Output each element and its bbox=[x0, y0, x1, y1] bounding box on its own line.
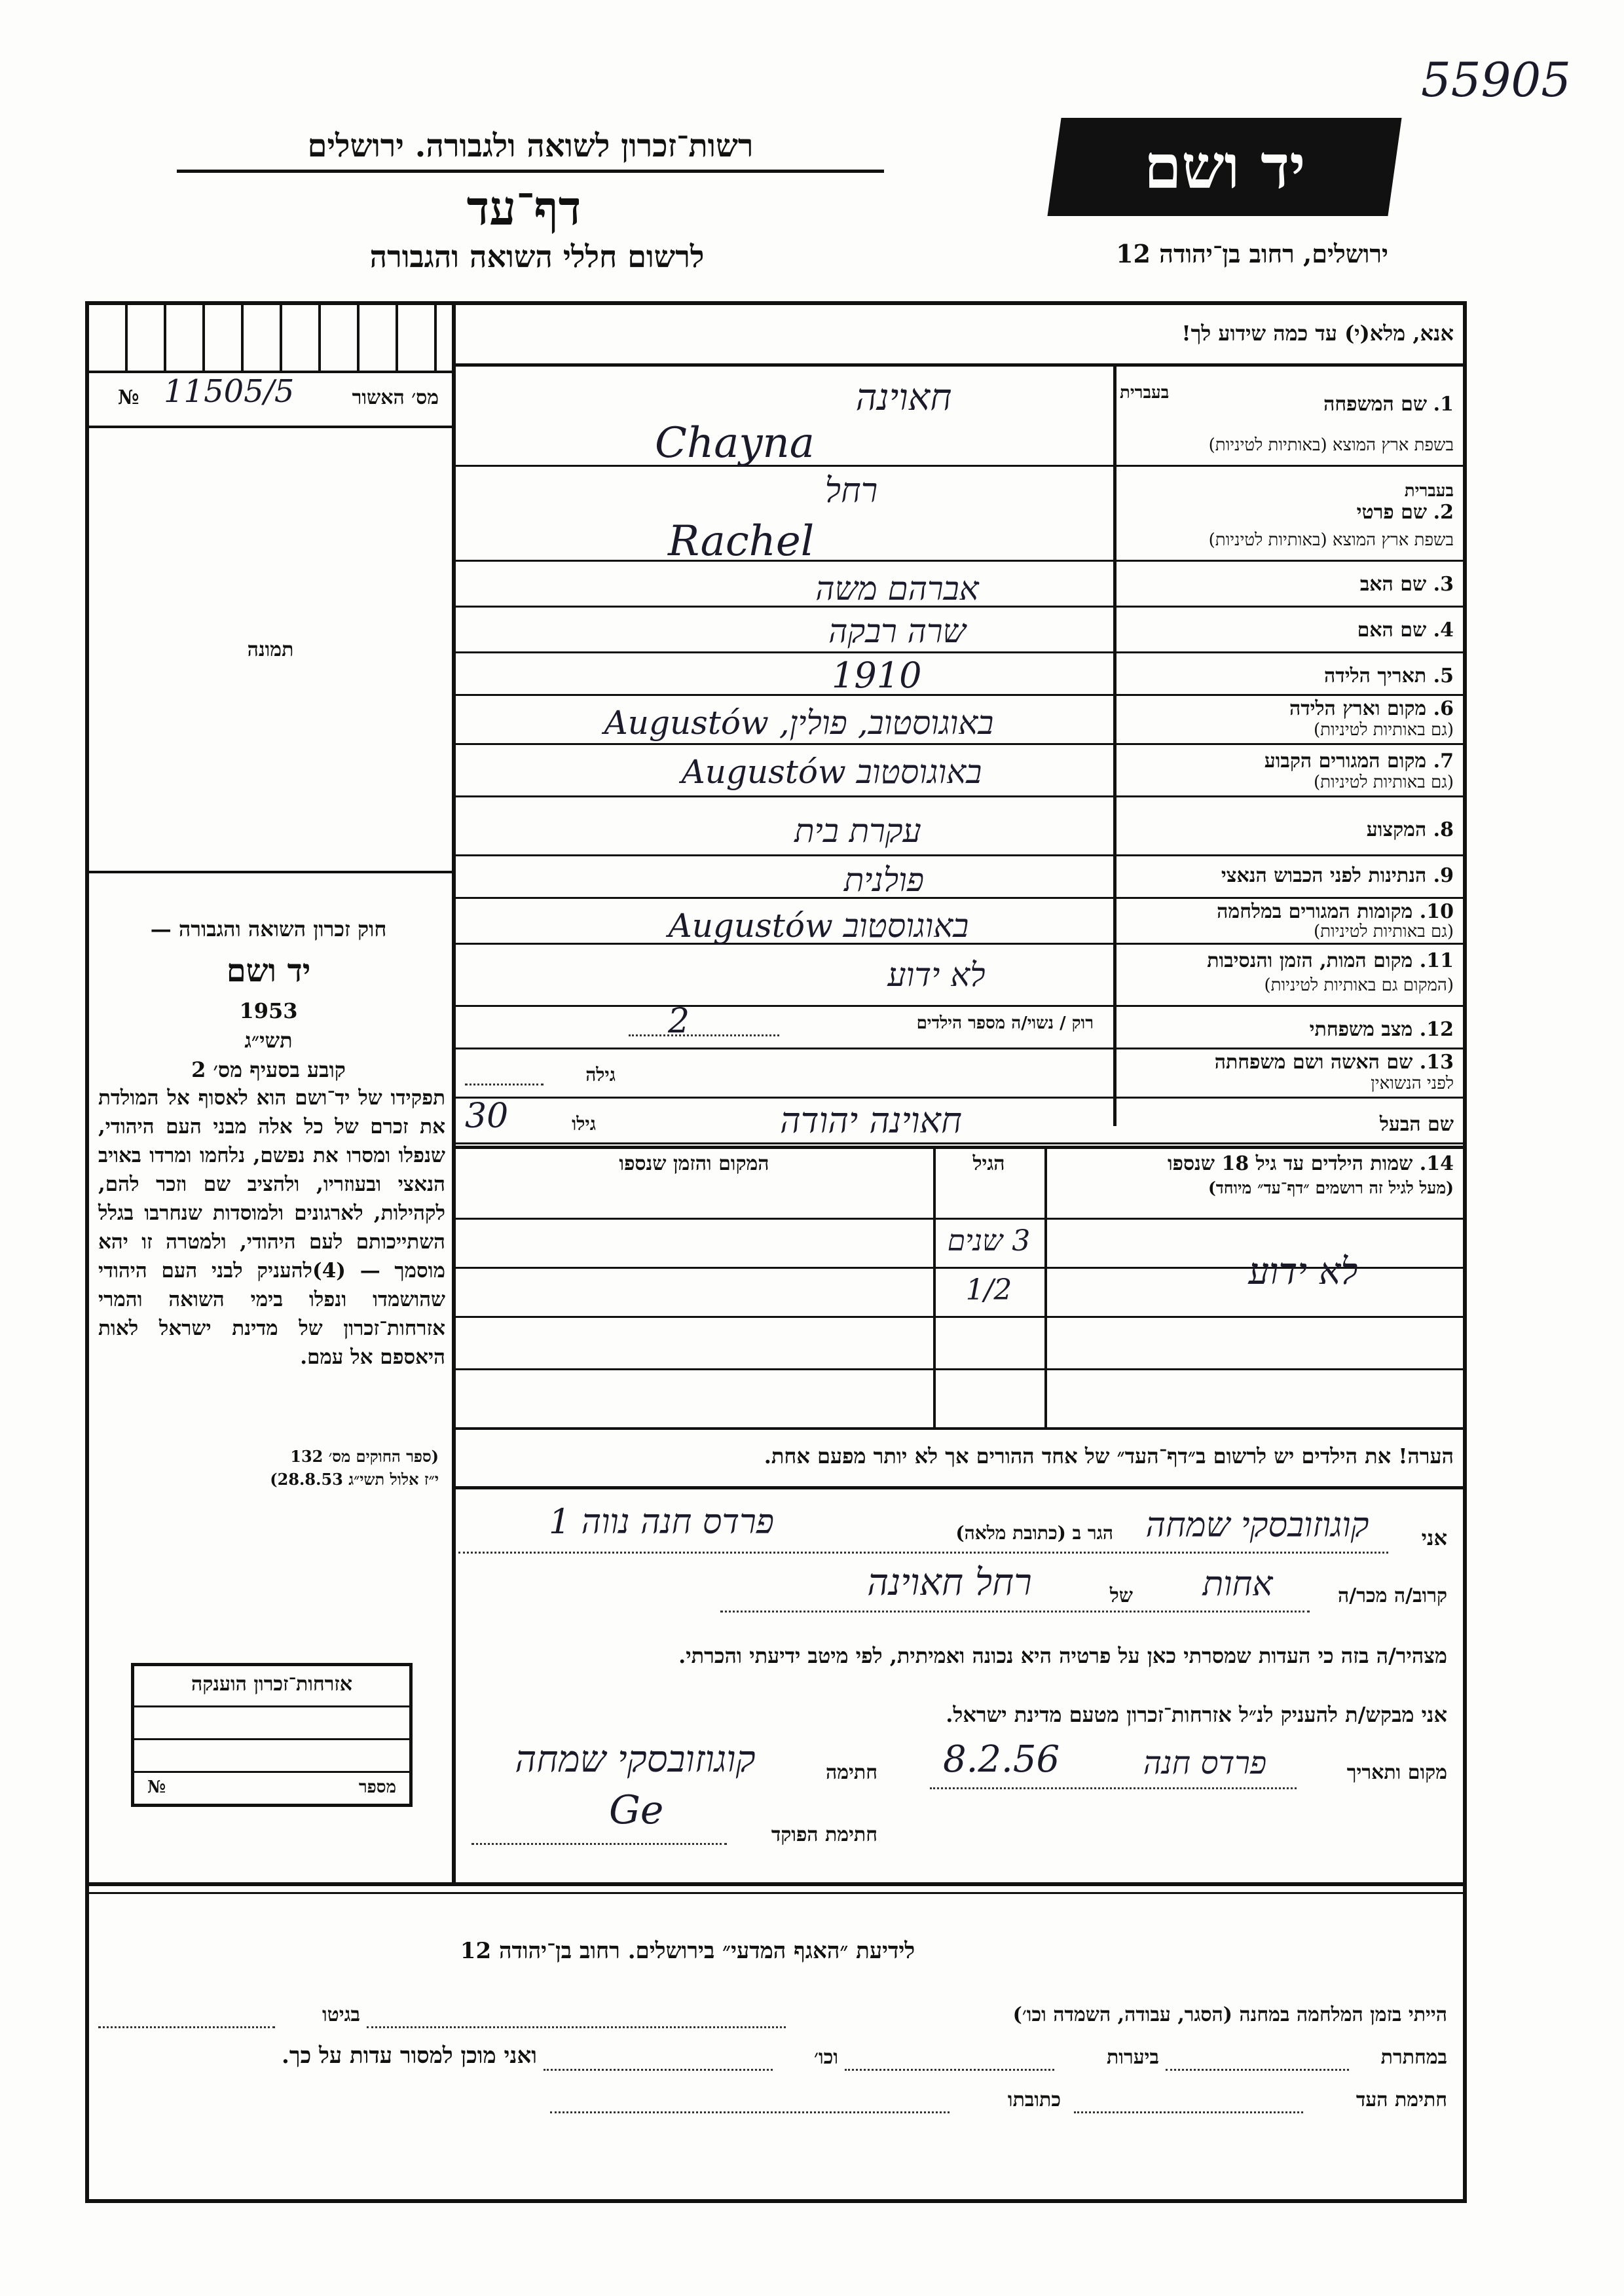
field-11-label: 11. מקום המות, הזמן והנסיבות bbox=[1207, 949, 1454, 972]
field-6-label: 6. מקום וארץ הלידה bbox=[1289, 697, 1454, 720]
field-1-label: 1. שם המשפחה bbox=[1323, 393, 1454, 416]
law-title: חוק זכרון השואה והגבורה — bbox=[150, 917, 387, 941]
honor-box-symbol: № bbox=[147, 1777, 166, 1797]
place-date-label: מקום ותאריך bbox=[1346, 1761, 1447, 1784]
bottom-line2-c: וכו׳ bbox=[814, 2046, 838, 2069]
registration-underline bbox=[89, 426, 452, 428]
marital-options: רוק / נשוי/ה מספר הילדים bbox=[916, 1013, 1094, 1033]
registration-value: 11505/5 bbox=[164, 373, 295, 410]
father-name: אברהם משה bbox=[815, 570, 979, 608]
field-11-sub: (המקום גם באותיות לטיניות) bbox=[1264, 975, 1454, 995]
intro-underline bbox=[456, 363, 1463, 367]
field-9-label: 9. הנתינות לפני הכבוש הנאצי bbox=[1221, 864, 1454, 887]
children-col-div-1 bbox=[933, 1149, 936, 1427]
form-subtitle: לרשום חללי השואה והגבורה bbox=[369, 239, 705, 274]
form-title: דף־עד bbox=[466, 180, 581, 236]
authority-title: רשות־זכרון לשואה ולגבורה. ירושלים bbox=[177, 128, 884, 173]
left-column-divider bbox=[452, 301, 456, 1882]
husband-name: חאוינה יהודה bbox=[780, 1100, 962, 1141]
husband-age: 30 bbox=[465, 1097, 509, 1136]
field-8-label: 8. המקצוע bbox=[1366, 818, 1454, 841]
law-hebrew-year: תשי״ג bbox=[244, 1028, 293, 1053]
row-sep bbox=[456, 1048, 1463, 1049]
bottom-line2-a: במחתרת bbox=[1380, 2046, 1447, 2069]
decl-request: אני מבקש/ת להעניק לנ״ל אזרחות־זכרון מטעם מדינת ישראל. bbox=[946, 1702, 1447, 1727]
decl-line-2 bbox=[720, 1611, 1310, 1613]
intro-text: אנא, מלא(י) עד כמה שידוע לך! bbox=[1181, 321, 1454, 346]
firstname-hebrew: רחל bbox=[824, 471, 878, 511]
logo-text: יד ושם bbox=[1143, 132, 1306, 202]
field-2-label: 2. שם פרטי bbox=[1356, 501, 1454, 524]
bottom-line2-dots-1 bbox=[1166, 2069, 1349, 2071]
row-sep bbox=[456, 465, 1463, 467]
decl-resides: הגר ב (כתובת מלאה) bbox=[955, 1522, 1113, 1544]
officer-signature: Ge bbox=[609, 1787, 664, 1833]
birth-place: באוגוסטוב, פולין, Augustów bbox=[604, 704, 994, 742]
child-age-2: 1/2 bbox=[965, 1273, 1012, 1307]
firstname-latin: Rachel bbox=[668, 517, 815, 566]
registration-label: מס׳ האשור bbox=[352, 386, 439, 409]
row-sep bbox=[456, 795, 1463, 797]
children-table-bottom bbox=[456, 1427, 1463, 1430]
remark-text: הערה! את הילדים יש לרשום ב״דף־העד״ של אחד ההורים אך לא יותר מפעם אחת. bbox=[764, 1444, 1454, 1468]
children-names: לא ידוע bbox=[1248, 1250, 1358, 1293]
children-table-top bbox=[456, 1146, 1463, 1149]
bottom-sep bbox=[89, 1882, 1463, 1886]
row-sep bbox=[456, 854, 1463, 856]
bottom-sep-2 bbox=[89, 1892, 1463, 1894]
bottom-line1-dots-2 bbox=[98, 2026, 275, 2028]
surname-hebrew: חאוינה bbox=[855, 376, 952, 419]
row-sep bbox=[456, 694, 1463, 696]
children-header-sep bbox=[456, 1218, 1463, 1220]
residence: באוגוסטוב Augustów bbox=[681, 753, 982, 791]
relation-label: קרוב/ה מכר/ה bbox=[1338, 1584, 1447, 1607]
declarant-name: קוגוזובסקי שמחה bbox=[1145, 1506, 1369, 1545]
law-footnote-1: (ספר החוקים מס׳ 132 bbox=[290, 1447, 439, 1466]
honor-box-title: אזרחות־זכרון הוענקה bbox=[191, 1673, 353, 1696]
honor-box-sep bbox=[134, 1738, 409, 1740]
bottom-line2-dots-2 bbox=[845, 2069, 1054, 2071]
row-sep bbox=[456, 560, 1463, 562]
children-note: (מעל לגיל זה רושמים ״דף־עד״ מיוחד) bbox=[1208, 1178, 1454, 1197]
children-col-div-2 bbox=[1044, 1149, 1047, 1427]
surname-latin: Chayna bbox=[655, 419, 815, 467]
field-10-label: 10. מקומות המגורים במלחמה bbox=[1217, 900, 1454, 923]
children-count-line bbox=[629, 1034, 779, 1036]
profession: עקרת בית bbox=[794, 812, 921, 850]
header-address: ירושלים, רחוב בן־יהודה 12 bbox=[1116, 239, 1388, 268]
archive-number: 55905 bbox=[1421, 52, 1572, 107]
photo-bottom-line bbox=[89, 871, 452, 873]
bottom-line1-b: בגיטו bbox=[322, 2003, 360, 2026]
bottom-line3-b: כתובתו bbox=[1007, 2088, 1061, 2111]
decl-ani: אני bbox=[1421, 1525, 1447, 1550]
death-place: לא ידוע bbox=[887, 956, 986, 994]
honor-box-number-label: מספר bbox=[358, 1777, 396, 1797]
child-age-1: 3 שנים bbox=[947, 1224, 1031, 1258]
decl-line-1 bbox=[458, 1552, 1388, 1554]
bottom-line2-d: ואני מוכן למסור עדות על כך. bbox=[282, 2043, 537, 2069]
bottom-line3-dots-1 bbox=[1074, 2111, 1303, 2113]
birth-date: 1910 bbox=[832, 655, 922, 696]
law-body: תפקידו של יד־ושם הוא לאסוף אל המולדת את זכרם של כל אלה מבני העם היהודי, שנפלו ומסרו את נפשם, נלחמו ומרדו באויב הנאצי ובעוזריו, ולהציב שם וזכר להם, לקהילות, לארגונים ולמוסדות שנחרבו בגלל השתייכותם לעם היהודי, ולמטרה זו יהא מוסמך — (4)להעניק לבני העם היהודי שהושמדו ונפלו בימי השואה והמרי אזרחות־זכרון של מדינת ישראל לאות היאספם אל עמם. bbox=[98, 1086, 445, 1369]
registration-symbol: № bbox=[118, 386, 139, 409]
wartime-residence: באוגוסטוב Augustów bbox=[668, 907, 969, 945]
label-column-divider bbox=[1113, 367, 1116, 1126]
decl-statement: מצהיר/ה בזה כי העדות שמסרתי כאן על פרטיה היא נכונה ואמיתית, לפי מיטב ידיעתי והכרתי. bbox=[678, 1643, 1447, 1668]
field-12-label: 12. מצב משפחתי bbox=[1309, 1018, 1454, 1041]
honor-box-sep bbox=[134, 1771, 409, 1773]
bottom-line1-a: הייתי בזמן המלחמה במחנה (הסגר, עבודה, השמדה וכו׳) bbox=[1012, 2003, 1447, 2026]
mother-name: שרה רבקה bbox=[828, 612, 966, 650]
field-6-sub: (גם באותיות לטיניות) bbox=[1313, 720, 1454, 740]
children-row-sep bbox=[456, 1368, 1463, 1370]
row-sep bbox=[456, 1097, 1463, 1099]
field-10-sub: (גם באותיות לטיניות) bbox=[1313, 922, 1454, 941]
decl-place: פרדס חנה bbox=[1143, 1745, 1267, 1781]
declarant-address: פרדס חנה נווה 1 bbox=[548, 1503, 775, 1542]
relation-value: אחות bbox=[1202, 1565, 1273, 1604]
row-sep bbox=[456, 651, 1463, 653]
field-2-sub: בשפת ארץ המוצא (באותיות לטיניות) bbox=[1208, 530, 1454, 550]
law-section: קובע בסעיף מס׳ 2 bbox=[191, 1057, 346, 1082]
registration-cells bbox=[89, 305, 452, 373]
field-7-label: 7. מקום המגורים הקבוע bbox=[1264, 750, 1454, 773]
remark-bottom bbox=[456, 1486, 1463, 1489]
relation-name: רחל חאוינה bbox=[867, 1561, 1032, 1604]
field-4-label: 4. שם האם bbox=[1357, 619, 1454, 642]
bottom-line2-b: ביערות bbox=[1106, 2046, 1159, 2069]
law-yadvashem: יד ושם bbox=[226, 953, 311, 989]
signature-value: קוגוזובסקי שמחה bbox=[515, 1738, 756, 1781]
bottom-line2-dots-3 bbox=[544, 2069, 773, 2071]
signature-label: חתימה bbox=[826, 1761, 877, 1784]
children-title: 14. שמות הילדים עד גיל 18 שנספו bbox=[1167, 1152, 1454, 1175]
bottom-line3-dots-2 bbox=[550, 2111, 950, 2113]
field-13-sub: לפני הנשואין bbox=[1371, 1074, 1454, 1093]
husband-label: שם הבעל bbox=[1379, 1113, 1454, 1136]
children-place-header: המקום והזמן שנספו bbox=[619, 1152, 769, 1175]
law-footnote-2: י״ז אלול תשי״ג 28.8.53) bbox=[270, 1470, 439, 1489]
wife-age-line bbox=[465, 1084, 544, 1085]
decl-line-date bbox=[930, 1787, 1297, 1789]
decl-date: 8.2.56 bbox=[943, 1738, 1060, 1781]
honor-box-sep bbox=[134, 1705, 409, 1707]
yad-vashem-logo bbox=[1047, 118, 1401, 216]
law-year: 1953 bbox=[239, 998, 298, 1023]
field-5-label: 5. תאריך הלידה bbox=[1324, 665, 1454, 687]
field-2-heb: בעברית bbox=[1404, 481, 1454, 501]
row-sep bbox=[456, 743, 1463, 745]
field-7-sub: (גם באותיות לטיניות) bbox=[1313, 773, 1454, 792]
row-sep bbox=[456, 1142, 1463, 1144]
field-1-sub: בשפת ארץ המוצא (באותיות לטיניות) bbox=[1208, 435, 1454, 455]
field-1-heb: בעברית bbox=[1120, 383, 1170, 403]
field-13-label: 13. שם האשה ושם משפחתה bbox=[1214, 1051, 1454, 1074]
children-count: 2 bbox=[668, 1002, 690, 1041]
officer-label: חתימת הפוקד bbox=[771, 1823, 877, 1846]
photo-label: תמונה bbox=[247, 638, 294, 661]
bottom-line3-a: חתימת העד bbox=[1356, 2088, 1447, 2111]
children-age-header: הגיל bbox=[972, 1152, 1005, 1175]
nationality: פולנית bbox=[843, 861, 925, 899]
relation-of: של bbox=[1109, 1584, 1133, 1607]
row-sep bbox=[456, 1005, 1463, 1007]
children-row-sep bbox=[456, 1316, 1463, 1318]
husband-age-label: גילו bbox=[572, 1113, 596, 1135]
honor-box bbox=[131, 1663, 413, 1807]
bottom-line1-dots bbox=[367, 2026, 786, 2028]
wife-age-label: גילה bbox=[585, 1064, 616, 1085]
officer-line bbox=[471, 1843, 727, 1845]
field-3-label: 3. שם האב bbox=[1359, 573, 1454, 596]
bottom-title: לידיעת ״האגף המדעי״ בירושלים. רחוב בן־יהודה 12 bbox=[460, 1938, 915, 1964]
